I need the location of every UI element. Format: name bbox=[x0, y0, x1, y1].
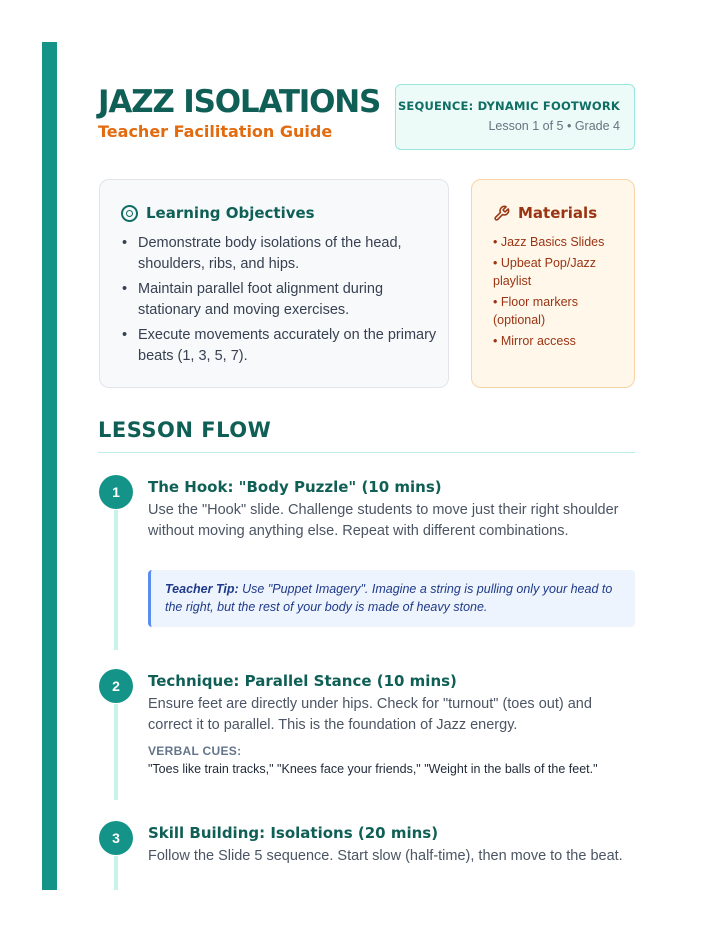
objectives-card bbox=[99, 179, 449, 388]
list-item: • Demonstrate body isolations of the head, shoulders, ribs, and hips. bbox=[138, 233, 438, 275]
materials-title: Materials bbox=[518, 204, 598, 222]
step-number: 2 bbox=[99, 669, 133, 703]
list-item: • Upbeat Pop/Jazz playlist bbox=[493, 256, 597, 288]
teacher-tip-label: Teacher Tip: bbox=[165, 582, 239, 596]
verbal-cues-text: "Toes like train tracks," "Knees face your friends," "Weight in the balls of the feet." bbox=[148, 762, 598, 776]
teacher-tip-text: Use "Puppet Imagery". Imagine a string is pulling only your head to the right, but the rest of your body is made of heavy stone. bbox=[165, 582, 613, 614]
step-title: The Hook: "Body Puzzle" (10 mins) bbox=[148, 478, 442, 496]
page-title: JAZZ ISOLATIONS bbox=[98, 84, 381, 120]
section-divider bbox=[98, 452, 635, 453]
step-body: Ensure feet are directly under hips. Check for "turnout" (toes out) and correct it to parallel. This is the foundation of Jazz energy. bbox=[148, 696, 592, 733]
materials-card bbox=[471, 179, 635, 388]
side-accent-bar bbox=[42, 42, 57, 890]
materials-list bbox=[493, 233, 623, 353]
lesson-flow-title: LESSON FLOW bbox=[98, 418, 272, 442]
timeline-line bbox=[114, 856, 118, 890]
step-number: 3 bbox=[99, 821, 133, 855]
step-title: Technique: Parallel Stance (10 mins) bbox=[148, 672, 457, 690]
sequence-title: SEQUENCE: DYNAMIC FOOTWORK bbox=[397, 99, 620, 113]
step-title: Skill Building: Isolations (20 mins) bbox=[148, 824, 439, 842]
step-number: 1 bbox=[99, 475, 133, 509]
verbal-cues-label: VERBAL CUES: bbox=[148, 744, 242, 758]
list-item: • Mirror access bbox=[493, 334, 576, 348]
sequence-subtitle: Lesson 1 of 5 • Grade 4 bbox=[488, 119, 620, 133]
timeline-line bbox=[114, 704, 118, 800]
step-body: Use the "Hook" slide. Challenge students to move just their right shoulder without moving anything else. Repeat with different combinations. bbox=[148, 502, 619, 539]
objectives-title: Learning Objectives bbox=[146, 204, 315, 222]
list-item: • Maintain parallel foot alignment during stationary and moving exercises. bbox=[138, 279, 438, 321]
wrench-icon bbox=[493, 205, 510, 222]
page-subtitle: Teacher Facilitation Guide bbox=[98, 122, 333, 141]
list-item: • Execute movements accurately on the primary beats (1, 3, 5, 7). bbox=[138, 325, 438, 367]
objectives-header bbox=[121, 204, 315, 222]
sequence-badge bbox=[395, 84, 635, 150]
objectives-list bbox=[138, 233, 438, 371]
list-item: • Jazz Basics Slides bbox=[493, 235, 605, 249]
list-item: • Floor markers (optional) bbox=[493, 295, 578, 327]
teacher-tip bbox=[148, 570, 635, 627]
materials-header bbox=[493, 204, 597, 222]
target-icon bbox=[121, 205, 138, 222]
timeline-line bbox=[114, 510, 118, 650]
step-body: Follow the Slide 5 sequence. Start slow (half-time), then move to the beat. bbox=[148, 848, 623, 864]
